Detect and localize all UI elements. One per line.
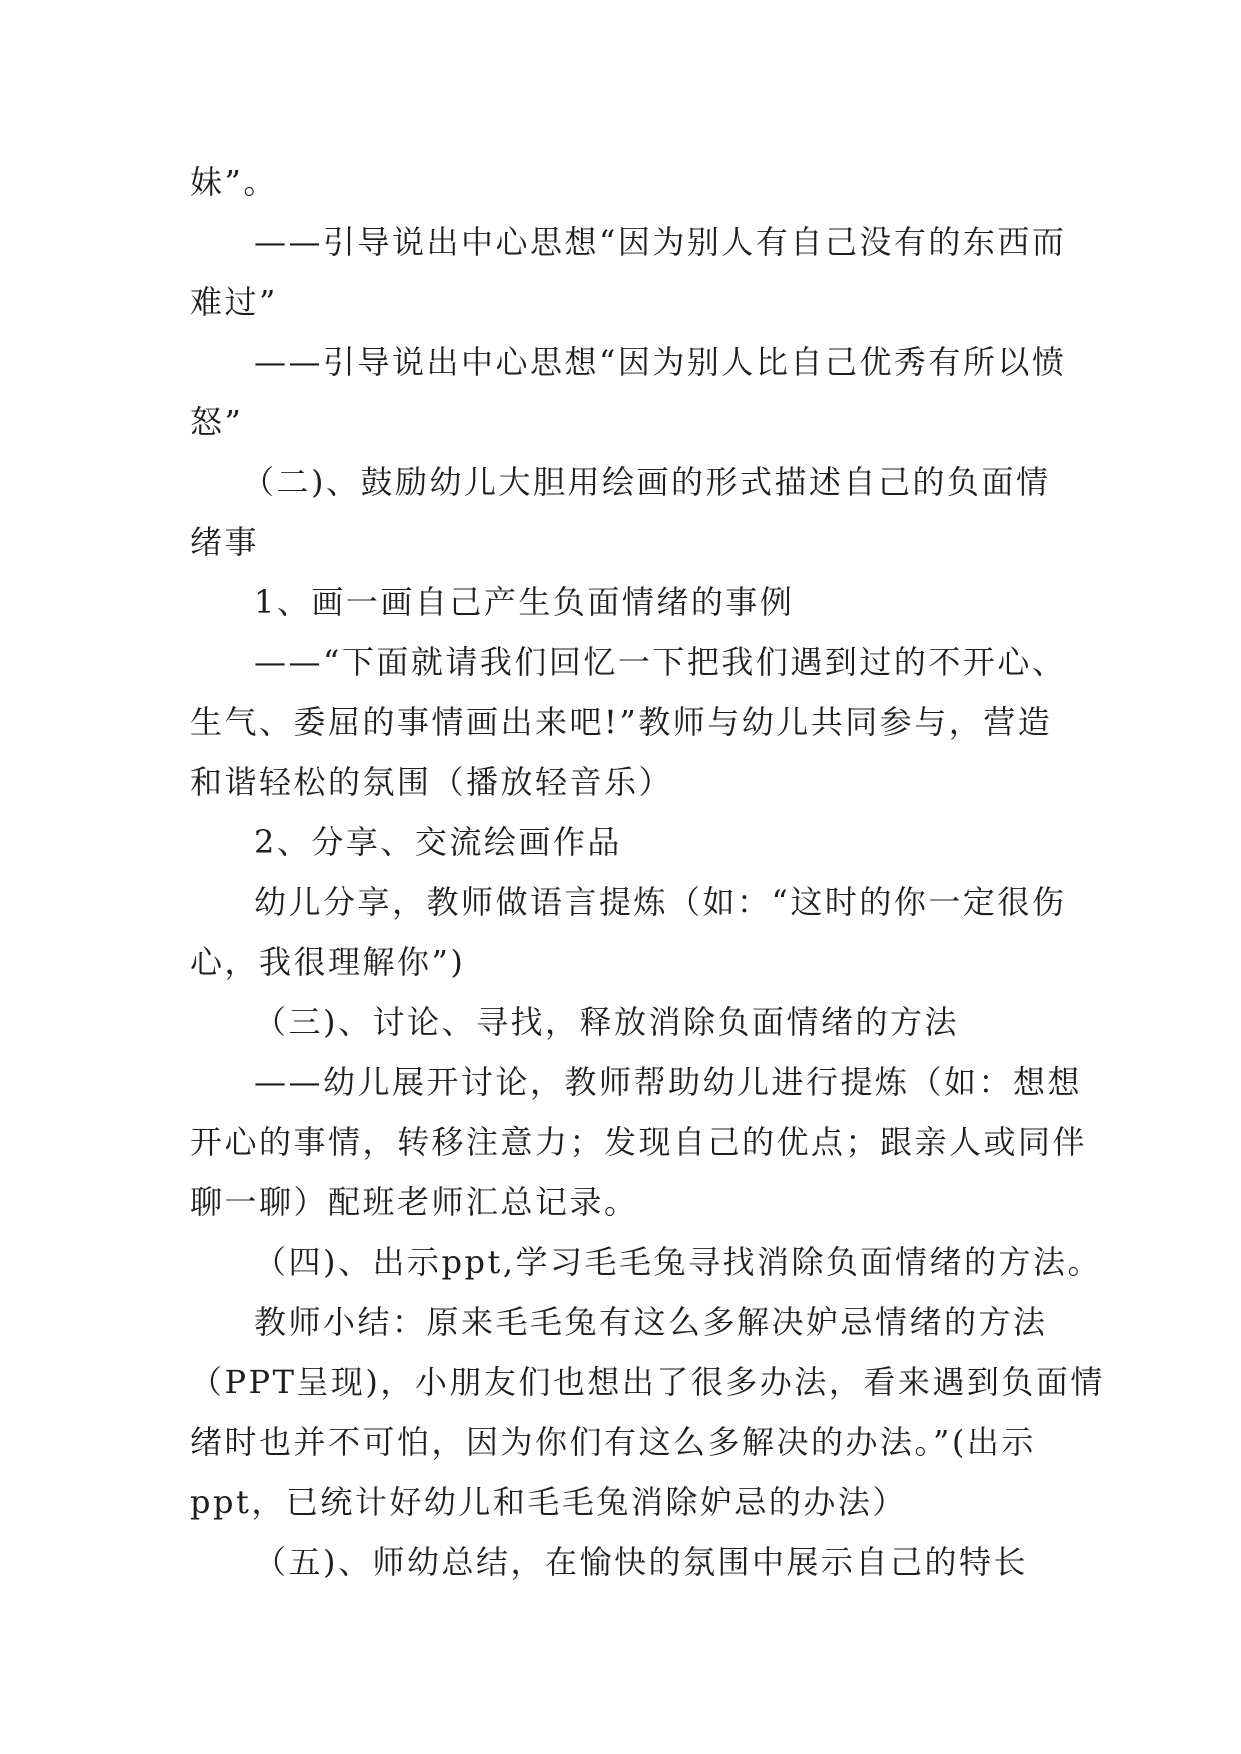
text-line: 难过” — [190, 283, 278, 321]
text-line: 幼儿分享，教师做语言提炼（如：“这时的你一定很伤 — [254, 883, 1067, 921]
text-line: ——引导说出中心思想“因为别人比自己优秀有所以愤 — [254, 343, 1067, 381]
text-line: 聊一聊）配班老师汇总记录。 — [190, 1183, 639, 1221]
text-line: 妹”。 — [190, 163, 278, 201]
text-line: 和谐轻松的氛围（播放轻音乐） — [190, 763, 674, 801]
text-line: ——“下面就请我们回忆一下把我们遇到过的不开心、 — [254, 643, 1067, 681]
text-line: ppt，已统计好幼儿和毛毛兔消除妒忌的办法） — [190, 1483, 907, 1521]
text-line: 生气、委屈的事情画出来吧!”教师与幼儿共同参与，营造 — [190, 703, 1053, 741]
text-line: 2、分享、交流绘画作品 — [254, 823, 622, 861]
text-line: 怒” — [190, 403, 244, 441]
text-line: 心，我很理解你”) — [190, 943, 466, 981]
text-line: ——幼儿展开讨论，教师帮助幼儿进行提炼（如：想想 — [254, 1063, 1083, 1101]
text-line: （PPT呈现)，小朋友们也想出了很多办法，看来遇到负面情 — [190, 1363, 1105, 1401]
text-line: 开心的事情，转移注意力；发现自己的优点；跟亲人或同伴 — [190, 1123, 1088, 1161]
text-line: ——引导说出中心思想“因为别人有自己没有的东西而 — [254, 223, 1067, 261]
text-line: （二)、鼓励幼儿大胆用绘画的形式描述自己的负面情 — [242, 463, 1051, 501]
text-line: （四)、出示ppt,学习毛毛兔寻找消除负面情绪的方法。 — [254, 1243, 1102, 1281]
text-line: 教师小结：原来毛毛兔有这么多解决妒忌情绪的方法 — [254, 1303, 1048, 1341]
document-body — [190, 152, 1105, 1592]
text-line: 1、画一画自己产生负面情绪的事例 — [254, 583, 795, 621]
text-line: （三)、讨论、寻找，释放消除负面情绪的方法 — [254, 1003, 959, 1041]
text-line: 绪事 — [190, 523, 260, 561]
text-line: 绪时也并不可怕，因为你们有这么多解决的办法。”(出示 — [190, 1423, 1036, 1461]
text-line: （五)、师幼总结，在愉快的氛围中展示自己的特长 — [254, 1543, 1028, 1581]
